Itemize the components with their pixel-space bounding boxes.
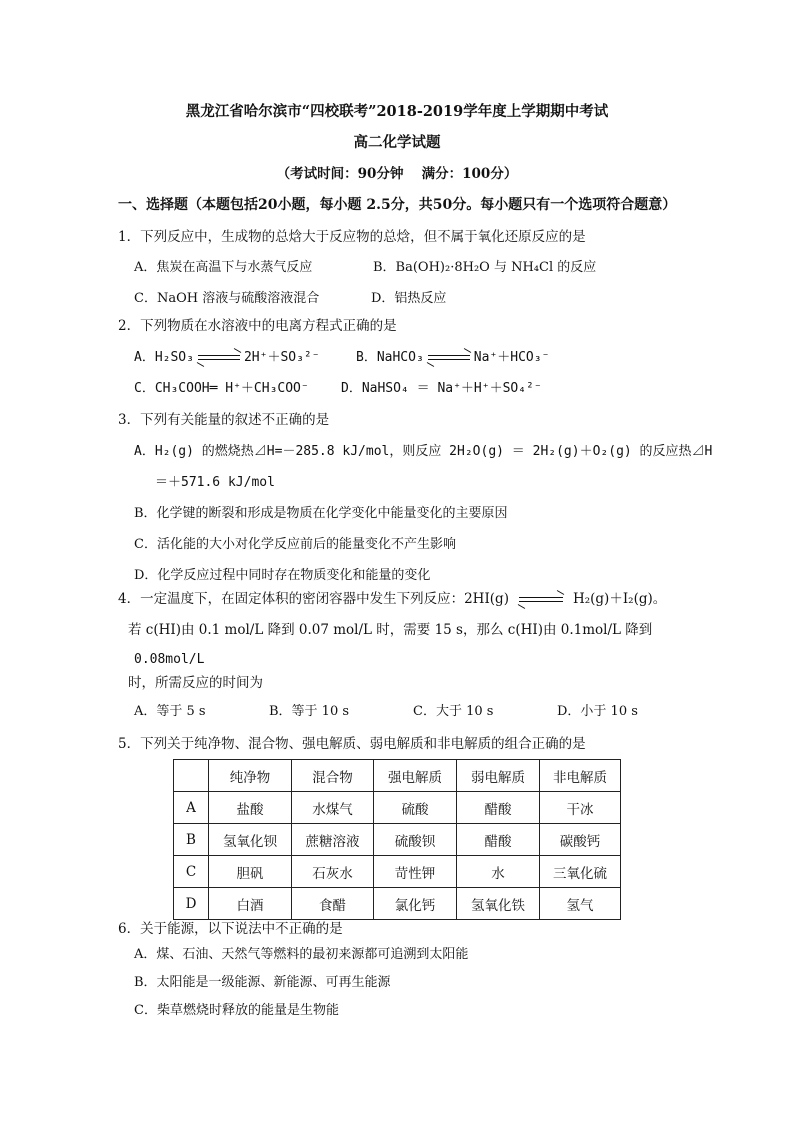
- question-1-option-c: C．NaOH 溶液与硫酸溶液混合: [134, 291, 320, 306]
- table-header-cell: 混合物: [292, 760, 374, 792]
- question-4-option-c: C．大于 10 s: [413, 704, 494, 719]
- question-6-option-b: B．太阳能是一级能源、新能源、可再生能源: [134, 975, 391, 990]
- option-a-reactant: A．H₂SO₃: [134, 350, 194, 365]
- table-header-cell: 弱电解质: [457, 760, 540, 792]
- question-3-option-a-line1: A．H₂(g) 的燃烧热⊿H=－285.8 kJ/mol，则反应 2H₂O(g) ＝ 2H₂(g)＋O₂(g) 的反应热⊿H: [134, 444, 713, 459]
- question-1-option-a: A．焦炭在高温下与水蒸气反应: [134, 260, 313, 275]
- question-4-line4: 时，所需反应的时间为: [128, 675, 263, 691]
- table-cell: 硫酸: [374, 792, 457, 824]
- table-cell: B: [174, 824, 209, 856]
- table-cell: 三氧化硫: [540, 856, 621, 888]
- table-header-cell: 非电解质: [540, 760, 621, 792]
- exam-info: （考试时间：90分钟 满分：100分）: [276, 166, 518, 182]
- question-4-option-a: A．等于 5 s: [134, 704, 206, 719]
- table-cell: 水煤气: [292, 792, 374, 824]
- question-5-table: [173, 759, 621, 920]
- table-header-cell: 强电解质: [374, 760, 457, 792]
- question-4-stem-left: 4．一定温度下，在固定体积的密闭容器中发生下列反应：2HI(g): [118, 591, 509, 607]
- exam-title: 黑龙江省哈尔滨市“四校联考”2018-2019学年度上学期期中考试: [185, 103, 609, 120]
- question-3-option-c: C．活化能的大小对化学反应前后的能量变化不产生影响: [134, 537, 456, 552]
- table-cell: 白酒: [209, 888, 292, 920]
- table-cell: 水: [457, 856, 540, 888]
- question-1-stem: 1．下列反应中，生成物的总焓大于反应物的总焓，但不属于氧化还原反应的是: [118, 229, 586, 245]
- section-heading: 一、选择题（本题包括20小题，每小题 2.5分，共50分。每小题只有一个选项符合题意）: [118, 197, 677, 213]
- option-a-products: 2H⁺＋SO₃²⁻: [243, 350, 320, 365]
- table-cell: A: [174, 792, 209, 824]
- table-header-cell: [174, 760, 209, 792]
- reversible-arrow-icon: [196, 353, 242, 363]
- question-2-option-a: [134, 349, 320, 367]
- table-cell: 石灰水: [292, 856, 374, 888]
- question-3-option-d: D．化学反应过程中同时存在物质变化和能量的变化: [134, 568, 431, 583]
- option-b-reactant: B．NaHCO₃: [356, 350, 424, 365]
- question-1-option-d: D．铝热反应: [371, 291, 447, 306]
- question-2-option-d: D．NaHSO₄ ＝ Na⁺＋H⁺＋SO₄²⁻: [341, 381, 542, 396]
- reversible-arrow-icon: [426, 353, 472, 363]
- question-6-option-c: C．柴草燃烧时释放的能量是生物能: [134, 1003, 339, 1018]
- table-cell: 醋酸: [457, 792, 540, 824]
- question-4-stem-right: H₂(g)＋I₂(g)。: [572, 591, 667, 607]
- question-2-stem: 2．下列物质在水溶液中的电离方程式正确的是: [118, 318, 397, 334]
- table-cell: 硫酸钡: [374, 824, 457, 856]
- table-header-cell: 纯净物: [209, 760, 292, 792]
- question-5-stem: 5．下列关于纯净物、混合物、强电解质、弱电解质和非电解质的组合正确的是: [118, 736, 586, 752]
- table-cell: 蔗糖溶液: [292, 824, 374, 856]
- question-6-stem: 6．关于能源，以下说法中不正确的是: [118, 921, 343, 937]
- question-4-line2: 若 c(HI)由 0.1 mol/L 降到 0.07 mol/L 时，需要 15 s，那么 c(HI)由 0.1mol/L 降到: [128, 622, 653, 638]
- table-cell: 氯化钙: [374, 888, 457, 920]
- exam-subtitle: 高二化学试题: [353, 134, 441, 151]
- question-4-line3: 0.08mol/L: [134, 652, 205, 667]
- reversible-arrow-icon: [517, 595, 565, 605]
- table-row: [174, 888, 621, 920]
- table-cell: D: [174, 888, 209, 920]
- table-cell: C: [174, 856, 209, 888]
- question-2-option-b: [356, 349, 549, 367]
- table-cell: 胆矾: [209, 856, 292, 888]
- table-cell: 氢氧化铁: [457, 888, 540, 920]
- table-cell: 盐酸: [209, 792, 292, 824]
- option-b-products: Na⁺＋HCO₃⁻: [473, 350, 550, 365]
- table-row: [174, 792, 621, 824]
- table-header-row: [174, 760, 621, 792]
- question-1-option-b: B．Ba(OH)₂·8H₂O 与 NH₄Cl 的反应: [373, 260, 597, 275]
- question-6-option-a: A．煤、石油、天然气等燃料的最初来源都可追溯到太阳能: [134, 947, 469, 962]
- table-cell: 干冰: [540, 792, 621, 824]
- table-cell: 碳酸钙: [540, 824, 621, 856]
- table-row: [174, 824, 621, 856]
- question-3-option-a-line2: ＝＋571.6 kJ/mol: [155, 475, 275, 490]
- table-row: [174, 856, 621, 888]
- table-cell: 醋酸: [457, 824, 540, 856]
- question-4-stem: [118, 590, 666, 608]
- table-cell: 氢气: [540, 888, 621, 920]
- question-3-option-b: B．化学键的断裂和形成是物质在化学变化中能量变化的主要原因: [134, 506, 508, 521]
- question-2-option-c: C．CH₃COOH═ H⁺＋CH₃COO⁻: [134, 381, 309, 396]
- question-4-option-b: B．等于 10 s: [269, 704, 350, 719]
- table-cell: 氢氧化钡: [209, 824, 292, 856]
- question-3-stem: 3．下列有关能量的叙述不正确的是: [118, 412, 330, 428]
- question-4-option-d: D．小于 10 s: [557, 704, 638, 719]
- table-cell: 食醋: [292, 888, 374, 920]
- table-cell: 苛性钾: [374, 856, 457, 888]
